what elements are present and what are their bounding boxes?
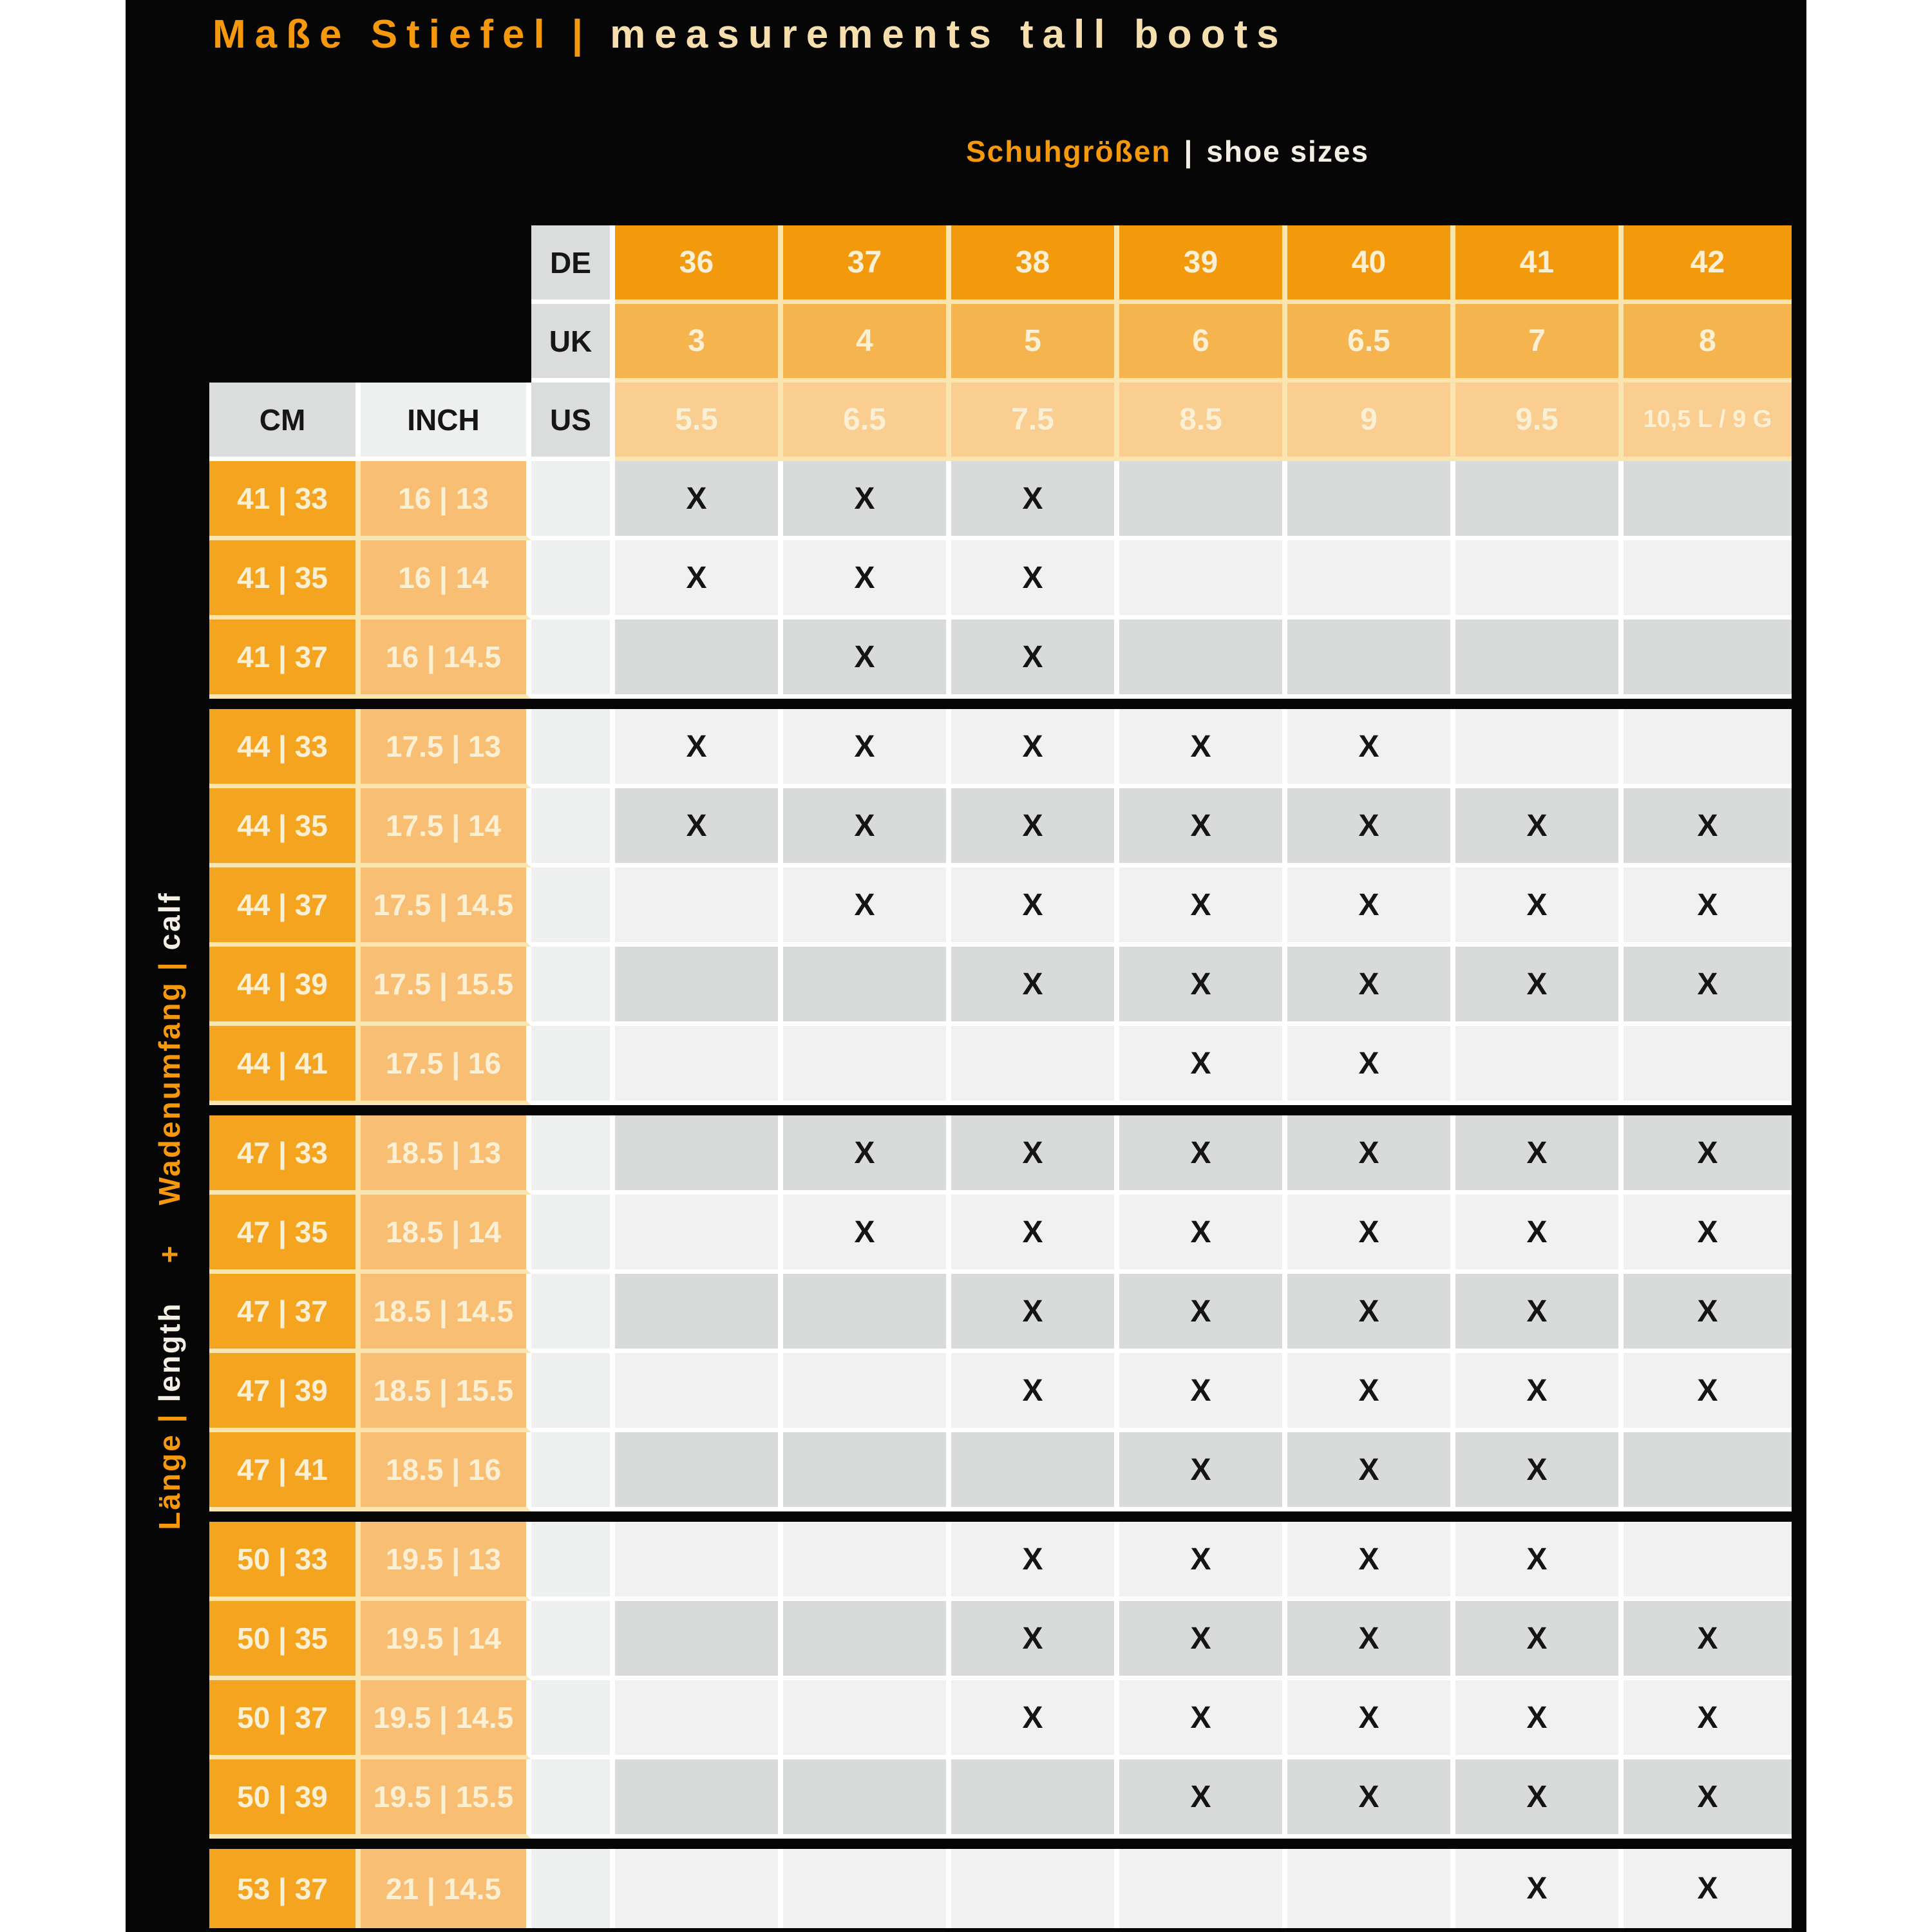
inch-value-cell: 16 | 14.5 (361, 620, 531, 699)
subtitle-english: shoe sizes (1206, 135, 1370, 168)
axis-label-sep1: | (153, 1412, 187, 1423)
availability-empty (1287, 1849, 1455, 1928)
inch-value-cell: 17.5 | 13 (361, 709, 531, 788)
availability-mark: X (783, 867, 951, 947)
page-title-english: measurements tall boots (610, 12, 1288, 57)
availability-mark: X (1624, 947, 1792, 1026)
availability-mark: X (1455, 1432, 1624, 1511)
availability-empty (1119, 1849, 1287, 1928)
availability-mark: X (951, 461, 1119, 540)
availability-mark: X (783, 1195, 951, 1274)
availability-mark: X (1624, 1274, 1792, 1353)
inch-column-header: INCH (361, 383, 531, 461)
size-header-cell: 5 (951, 304, 1119, 383)
availability-mark: X (1287, 1432, 1455, 1511)
void-cell (361, 304, 531, 383)
availability-empty (1455, 461, 1624, 540)
void-cell (209, 225, 361, 304)
label-column-cell (531, 1759, 615, 1839)
availability-mark: X (951, 1274, 1119, 1353)
availability-empty (783, 1849, 951, 1928)
cm-value-cell: 50 | 37 (209, 1680, 361, 1759)
cm-value-cell: 47 | 39 (209, 1353, 361, 1432)
cm-value-cell: 44 | 33 (209, 709, 361, 788)
availability-empty (1455, 540, 1624, 620)
inch-value-cell: 21 | 14.5 (361, 1849, 531, 1928)
availability-empty (1119, 540, 1287, 620)
availability-empty (1624, 461, 1792, 540)
availability-mark: X (951, 620, 1119, 699)
size-availability-table (209, 225, 1792, 1928)
availability-mark: X (1287, 1274, 1455, 1353)
cm-value-cell: 44 | 35 (209, 788, 361, 867)
availability-mark: X (1455, 1522, 1624, 1601)
availability-empty (951, 1849, 1119, 1928)
availability-mark: X (1455, 1601, 1624, 1680)
cm-value-cell: 53 | 37 (209, 1849, 361, 1928)
label-column-cell (531, 1274, 615, 1353)
inch-value-cell: 18.5 | 14 (361, 1195, 531, 1274)
size-header-cell: 38 (951, 225, 1119, 304)
size-header-cell: 10,5 L / 9 G (1624, 383, 1792, 461)
availability-mark: X (1455, 1195, 1624, 1274)
cm-value-cell: 47 | 41 (209, 1432, 361, 1511)
size-header-cell: 39 (1119, 225, 1287, 304)
availability-mark: X (1624, 1680, 1792, 1759)
inch-value-cell: 17.5 | 14 (361, 788, 531, 867)
cm-value-cell: 41 | 33 (209, 461, 361, 540)
group-separator (209, 699, 1792, 709)
label-column-cell (531, 867, 615, 947)
availability-empty (615, 1601, 783, 1680)
page-title-german: Maße Stiefel (213, 12, 554, 57)
label-column-cell (531, 1680, 615, 1759)
availability-mark: X (783, 788, 951, 867)
availability-mark: X (1119, 1026, 1287, 1105)
inch-value-cell: 19.5 | 14 (361, 1601, 531, 1680)
inch-value-cell: 17.5 | 14.5 (361, 867, 531, 947)
availability-empty (1624, 620, 1792, 699)
availability-mark: X (1119, 867, 1287, 947)
inch-value-cell: 19.5 | 13 (361, 1522, 531, 1601)
label-column-cell (531, 540, 615, 620)
void-cell (361, 225, 531, 304)
availability-mark: X (951, 1522, 1119, 1601)
availability-mark: X (1119, 1353, 1287, 1432)
availability-empty (1455, 620, 1624, 699)
availability-empty (783, 1601, 951, 1680)
availability-mark: X (1119, 947, 1287, 1026)
cm-value-cell: 47 | 37 (209, 1274, 361, 1353)
label-column-cell (531, 1353, 615, 1432)
cm-value-cell: 47 | 33 (209, 1115, 361, 1195)
availability-mark: X (1119, 1195, 1287, 1274)
availability-mark: X (1287, 867, 1455, 947)
availability-mark: X (1287, 709, 1455, 788)
size-header-cell: 9 (1287, 383, 1455, 461)
availability-mark: X (1455, 1274, 1624, 1353)
availability-mark: X (1119, 1680, 1287, 1759)
availability-empty (951, 1026, 1119, 1105)
inch-value-cell: 19.5 | 14.5 (361, 1680, 531, 1759)
inch-value-cell: 18.5 | 13 (361, 1115, 531, 1195)
availability-mark: X (1119, 1601, 1287, 1680)
size-header-cell: 36 (615, 225, 783, 304)
availability-empty (615, 1759, 783, 1839)
scale-label-us: US (531, 383, 615, 461)
availability-mark: X (1624, 788, 1792, 867)
size-header-cell: 4 (783, 304, 951, 383)
label-column-cell (531, 1195, 615, 1274)
availability-mark: X (1624, 1759, 1792, 1839)
size-header-cell: 9.5 (1455, 383, 1624, 461)
subtitle-separator: | (1184, 135, 1194, 168)
size-header-cell: 5.5 (615, 383, 783, 461)
subtitle-german: Schuhgrößen (966, 135, 1171, 168)
availability-empty (1455, 1026, 1624, 1105)
label-column-cell (531, 1522, 615, 1601)
availability-mark: X (1119, 1274, 1287, 1353)
availability-mark: X (1624, 867, 1792, 947)
availability-empty (951, 1759, 1119, 1839)
availability-empty (615, 1195, 783, 1274)
availability-mark: X (951, 1353, 1119, 1432)
availability-mark: X (1455, 1759, 1624, 1839)
size-header-cell: 7.5 (951, 383, 1119, 461)
availability-mark: X (1119, 788, 1287, 867)
availability-empty (1287, 461, 1455, 540)
availability-mark: X (1624, 1195, 1792, 1274)
axis-label-sep2: | (153, 960, 187, 971)
availability-empty (615, 947, 783, 1026)
availability-mark: X (783, 540, 951, 620)
availability-mark: X (1287, 947, 1455, 1026)
availability-mark: X (1624, 1353, 1792, 1432)
availability-mark: X (1287, 788, 1455, 867)
availability-mark: X (1287, 1522, 1455, 1601)
availability-mark: X (1119, 1522, 1287, 1601)
availability-mark: X (615, 788, 783, 867)
label-column-cell (531, 709, 615, 788)
availability-mark: X (1119, 1432, 1287, 1511)
size-header-cell: 42 (1624, 225, 1792, 304)
axis-label-calf: calf (153, 891, 187, 951)
availability-empty (615, 1432, 783, 1511)
cm-column-header: CM (209, 383, 361, 461)
availability-empty (783, 1759, 951, 1839)
cm-value-cell: 50 | 35 (209, 1601, 361, 1680)
availability-empty (1624, 709, 1792, 788)
availability-mark: X (1455, 947, 1624, 1026)
availability-empty (615, 1274, 783, 1353)
availability-empty (783, 1522, 951, 1601)
size-header-cell: 3 (615, 304, 783, 383)
inch-value-cell: 18.5 | 16 (361, 1432, 531, 1511)
availability-mark: X (1624, 1115, 1792, 1195)
availability-empty (783, 1026, 951, 1105)
cm-value-cell: 41 | 37 (209, 620, 361, 699)
availability-mark: X (1287, 1680, 1455, 1759)
group-separator (209, 1105, 1792, 1115)
availability-mark: X (1287, 1759, 1455, 1839)
availability-mark: X (783, 620, 951, 699)
availability-mark: X (951, 1115, 1119, 1195)
availability-mark: X (951, 867, 1119, 947)
cm-value-cell: 44 | 37 (209, 867, 361, 947)
size-header-cell: 6.5 (1287, 304, 1455, 383)
availability-mark: X (615, 540, 783, 620)
availability-empty (783, 1680, 951, 1759)
axis-label-length: length (153, 1302, 187, 1403)
availability-empty (615, 867, 783, 947)
label-column-cell (531, 1026, 615, 1105)
availability-empty (783, 1274, 951, 1353)
availability-empty (615, 1680, 783, 1759)
availability-empty (1287, 620, 1455, 699)
availability-mark: X (1119, 1115, 1287, 1195)
availability-mark: X (1287, 1353, 1455, 1432)
availability-empty (615, 1522, 783, 1601)
size-header-cell: 6 (1119, 304, 1287, 383)
availability-empty (783, 947, 951, 1026)
label-column-cell (531, 461, 615, 540)
cm-value-cell: 50 | 39 (209, 1759, 361, 1839)
cm-value-cell: 50 | 33 (209, 1522, 361, 1601)
availability-empty (1624, 1432, 1792, 1511)
availability-empty (1119, 620, 1287, 699)
availability-empty (1455, 709, 1624, 788)
label-column-cell (531, 1115, 615, 1195)
inch-value-cell: 17.5 | 16 (361, 1026, 531, 1105)
row-axis-label (152, 891, 187, 1530)
availability-empty (615, 1115, 783, 1195)
label-column-cell (531, 1601, 615, 1680)
cm-value-cell: 47 | 35 (209, 1195, 361, 1274)
availability-mark: X (1455, 1115, 1624, 1195)
size-header-cell: 6.5 (783, 383, 951, 461)
size-header-cell: 8.5 (1119, 383, 1287, 461)
title-separator: | (571, 12, 592, 57)
availability-mark: X (1455, 1353, 1624, 1432)
inch-value-cell: 16 | 14 (361, 540, 531, 620)
availability-mark: X (951, 709, 1119, 788)
size-header-cell: 7 (1455, 304, 1624, 383)
availability-mark: X (615, 461, 783, 540)
axis-label-wadenumfang: Wadenumfang (153, 981, 187, 1206)
availability-empty (615, 620, 783, 699)
availability-mark: X (1119, 709, 1287, 788)
availability-mark: X (951, 1195, 1119, 1274)
availability-empty (1624, 1026, 1792, 1105)
availability-empty (615, 1353, 783, 1432)
availability-mark: X (1119, 1759, 1287, 1839)
label-column-cell (531, 1849, 615, 1928)
inch-value-cell: 18.5 | 15.5 (361, 1353, 531, 1432)
availability-mark: X (1455, 1680, 1624, 1759)
availability-mark: X (783, 709, 951, 788)
size-header-cell: 41 (1455, 225, 1624, 304)
availability-mark: X (1624, 1849, 1792, 1928)
availability-mark: X (951, 947, 1119, 1026)
size-header-cell: 40 (1287, 225, 1455, 304)
availability-mark: X (615, 709, 783, 788)
availability-empty (1624, 540, 1792, 620)
availability-empty (1119, 461, 1287, 540)
scale-label-de: DE (531, 225, 615, 304)
axis-label-plus: + (153, 1244, 187, 1264)
availability-mark: X (1624, 1601, 1792, 1680)
availability-mark: X (1455, 867, 1624, 947)
scale-label-uk: UK (531, 304, 615, 383)
availability-mark: X (1287, 1026, 1455, 1105)
availability-empty (1287, 540, 1455, 620)
availability-empty (783, 1432, 951, 1511)
inch-value-cell: 17.5 | 15.5 (361, 947, 531, 1026)
group-separator (209, 1511, 1792, 1522)
label-column-cell (531, 620, 615, 699)
availability-mark: X (783, 1115, 951, 1195)
availability-mark: X (951, 540, 1119, 620)
availability-mark: X (951, 1680, 1119, 1759)
availability-mark: X (951, 788, 1119, 867)
size-header-cell: 37 (783, 225, 951, 304)
availability-mark: X (951, 1601, 1119, 1680)
availability-mark: X (1455, 788, 1624, 867)
label-column-cell (531, 788, 615, 867)
inch-value-cell: 19.5 | 15.5 (361, 1759, 531, 1839)
availability-mark: X (783, 461, 951, 540)
availability-mark: X (1287, 1195, 1455, 1274)
availability-mark: X (1455, 1849, 1624, 1928)
label-column-cell (531, 1432, 615, 1511)
availability-empty (1624, 1522, 1792, 1601)
availability-empty (951, 1432, 1119, 1511)
label-column-cell (531, 947, 615, 1026)
size-header-cell: 8 (1624, 304, 1792, 383)
availability-empty (783, 1353, 951, 1432)
inch-value-cell: 18.5 | 14.5 (361, 1274, 531, 1353)
cm-value-cell: 44 | 41 (209, 1026, 361, 1105)
cm-value-cell: 44 | 39 (209, 947, 361, 1026)
shoe-sizes-subtitle (966, 134, 1369, 169)
availability-empty (615, 1849, 783, 1928)
page-title (213, 12, 1288, 57)
group-separator (209, 1839, 1792, 1849)
inch-value-cell: 16 | 13 (361, 461, 531, 540)
availability-mark: X (1287, 1601, 1455, 1680)
axis-label-laenge: Länge (153, 1433, 187, 1530)
cm-value-cell: 41 | 35 (209, 540, 361, 620)
row-axis-label-box (126, 811, 213, 1610)
availability-empty (615, 1026, 783, 1105)
void-cell (209, 304, 361, 383)
availability-mark: X (1287, 1115, 1455, 1195)
